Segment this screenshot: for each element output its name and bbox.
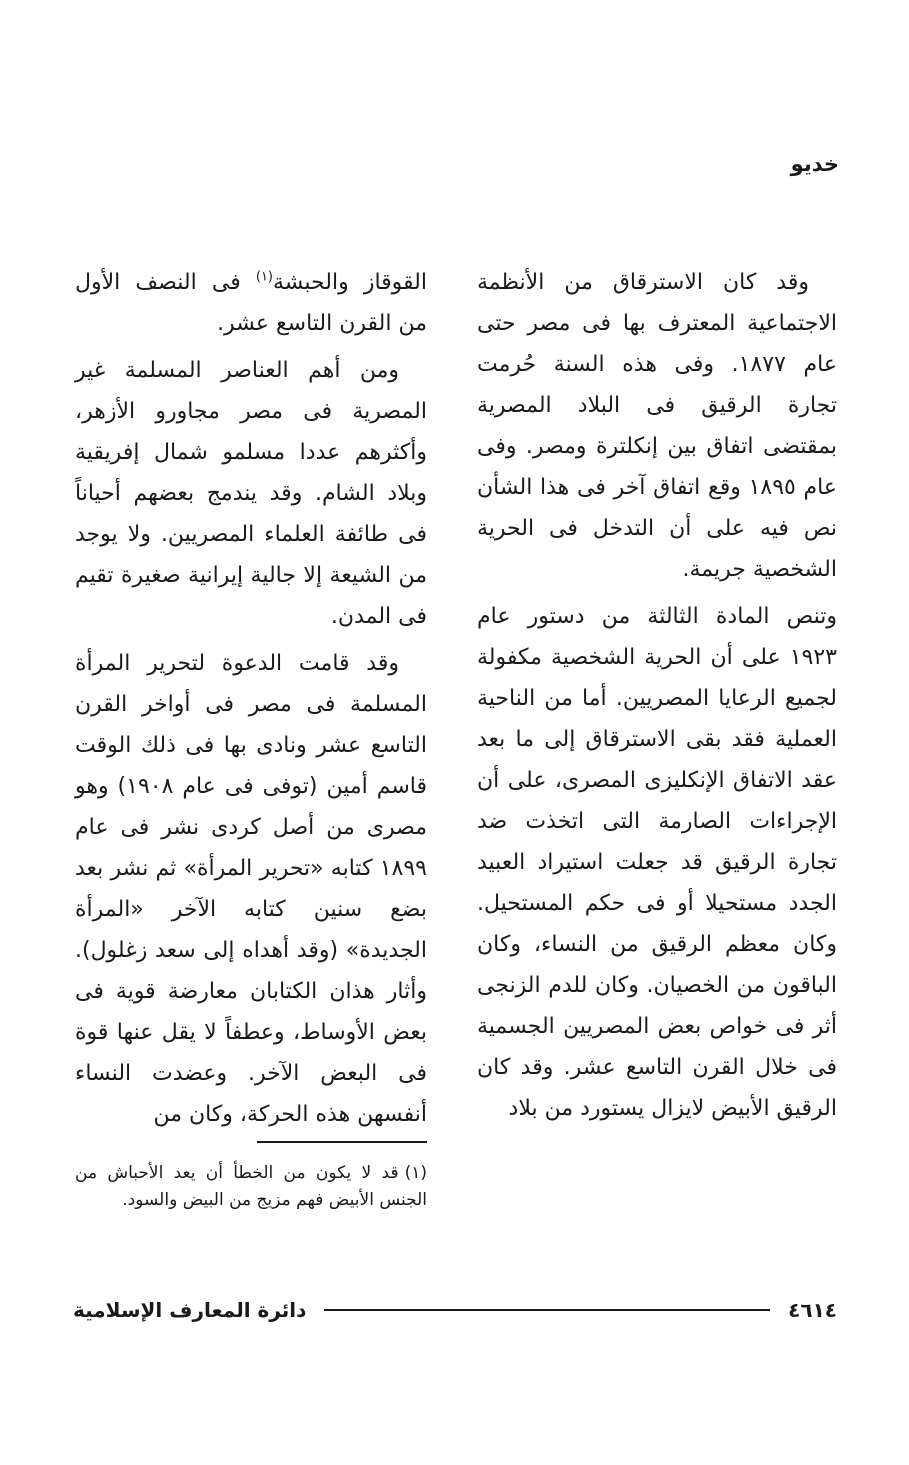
footnote-text: قد لا يكون من الخطأ أن يعد الأحباش من الجنس الأبيض فهم مزيج من البيض والسود. bbox=[75, 1163, 427, 1210]
paragraph bbox=[75, 262, 427, 344]
page-footer bbox=[73, 1295, 837, 1325]
right-column bbox=[477, 262, 837, 1129]
paragraph: وتنص المادة الثالثة من دستور عام ١٩٢٣ على أن الحرية الشخصية مكفولة لجميع الرعايا المصريين. أما من الناحية العملية فقد بقى الاسترقاق إلى ما بعد عقد الاتفاق الإنكليزى المصرى، على أن الإجراءات الصارمة التى اتخذت ضد تجارة الرقيق قد جعلت استيراد العبيد الجدد مستحيلا أو فى حكم المستحيل. وكان معظم الرقيق من النساء، وكان الباقون من الخصيان. وكان للدم الزنجى أثر فى خواص بعض المصريين الجسمية فى خلال القرن التاسع عشر. وقد كان الرقيق الأبيض لايزال يستورد من بلاد bbox=[477, 604, 837, 1121]
page-number: ٤٦١٤ bbox=[788, 1298, 837, 1322]
paragraph: ومن أهم العناصر المسلمة غير المصرية فى مصر مجاورو الأزهر، وأكثرهم عددا مسلمو شمال إفريقية وبلاد الشام. وقد يندمج بعضهم أحياناً فى طائفة العلماء المصريين. ولا يوجد من الشيعة إلا جالية إيرانية صغيرة تقيم فى المدن. bbox=[75, 358, 427, 629]
publication-title: دائرة المعارف الإسلامية bbox=[73, 1298, 307, 1322]
footnote-reference: (١) bbox=[255, 269, 273, 285]
running-head: خديو bbox=[790, 152, 839, 176]
footnote-separator bbox=[257, 1141, 427, 1143]
paragraph: وقد قامت الدعوة لتحرير المرأة المسلمة فى مصر فى أواخر القرن التاسع عشر ونادى بها فى ذلك الوقت قاسم أمين (توفى فى عام ١٩٠٨) وهو مصرى من أصل كردى نشر فى عام ١٨٩٩ كتابه «تحرير المرأة» ثم نشر بعد بضع سنين كتابه الآخر «المرأة الجديدة» (وقد أهداه إلى سعد زغلول). وأثار هذان الكتابان معارضة قوية فى بعض الأوساط، وعطفاً لا يقل عنها قوة فى البعض الآخر. وعضدت النساء أنفسهن هذه الحركة، وكان من bbox=[75, 651, 427, 1127]
paragraph-text: القوقاز والحبشة bbox=[273, 270, 427, 295]
footnote-marker: (١) bbox=[404, 1163, 427, 1183]
left-column bbox=[75, 262, 427, 1135]
paragraph: وقد كان الاسترقاق من الأنظمة الاجتماعية المعترف بها فى مصر حتى عام ١٨٧٧. وفى هذه السنة حُرمت تجارة الرقيق فى البلاد المصرية بمقتضى اتفاق بين إنكلترة ومصر. وفى عام ١٨٩٥ وقع اتفاق آخر فى هذا الشأن نص فيه على أن التدخل فى الحرية الشخصية جريمة. bbox=[477, 270, 837, 582]
footer-rule bbox=[324, 1309, 770, 1311]
paragraph-text: فى النصف الأول من القرن التاسع عشر. bbox=[75, 270, 427, 336]
footnote bbox=[75, 1160, 427, 1214]
